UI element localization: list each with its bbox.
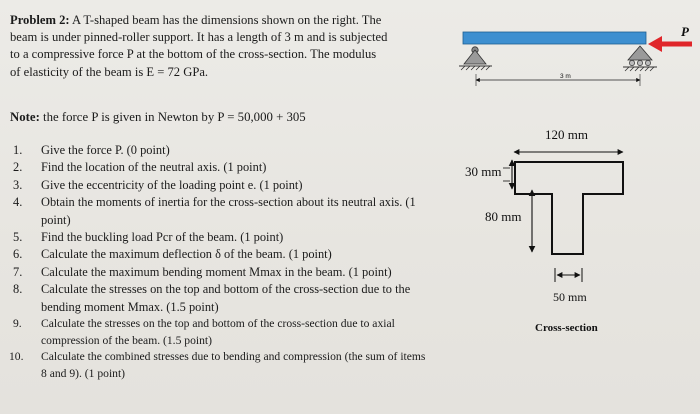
problem-statement <box>10 12 422 81</box>
problem-line-1: A T-shaped beam has the dimensions shown on the right. The <box>72 13 382 27</box>
question-item: 1. Give the force P. (0 point) <box>13 143 170 157</box>
question-item: 5. Find the buckling load Pcr of the beam. (1 point) <box>13 230 284 245</box>
width-label: 120 mm <box>545 127 588 142</box>
flange-label: 30 mm <box>465 164 502 179</box>
length-label: 3 m <box>560 73 571 80</box>
question-item: 4. Obtain the moments of inertia for the cross-section about its neutral axis. (1 point) <box>13 195 416 227</box>
question-item: 3. Give the eccentricity of the loading point e. (1 point) <box>13 177 303 192</box>
question-item: 9. Calculate the stresses on the top and bottom of the cross-section due to axial compression of the beam. (1.5 point) <box>13 317 395 347</box>
web-label: 50 mm <box>553 290 587 304</box>
question-item: 10. Calculate the combined stresses due to bending and compression (the sum of items 8 and 9). (1 point) <box>9 350 426 380</box>
problem-heading: Problem 2: <box>10 13 70 27</box>
question-item: 6. Calculate the maximum deflection δ of the beam. (1 point) <box>13 247 332 262</box>
question-list <box>10 142 430 382</box>
note-label: Note: <box>10 110 40 124</box>
question-item: 8. Calculate the stresses on the top and bottom of the cross-section due to the bending moment Mmax. (1.5 point) <box>13 282 411 314</box>
force-label: P <box>681 24 689 39</box>
problem-line-3: to a compressive force P at the bottom of the cross-section. The modulus <box>10 47 377 62</box>
question-item: 7. Calculate the maximum bending moment Mmax in the beam. (1 point) <box>13 264 392 279</box>
problem-line-2: beam is under pinned-roller support. It has a length of 3 m and is subjected <box>10 30 388 45</box>
question-item: 2. Find the location of the neutral axis. (1 point) <box>13 160 267 175</box>
note <box>10 110 430 125</box>
cross-section-caption: Cross-section <box>535 322 598 334</box>
problem-line-4: of elasticity of the beam is E = 72 GPa. <box>10 64 209 79</box>
height-label: 80 mm <box>485 209 522 224</box>
note-text: the force P is given in Newton by P = 50,000 + 305 <box>43 110 306 124</box>
